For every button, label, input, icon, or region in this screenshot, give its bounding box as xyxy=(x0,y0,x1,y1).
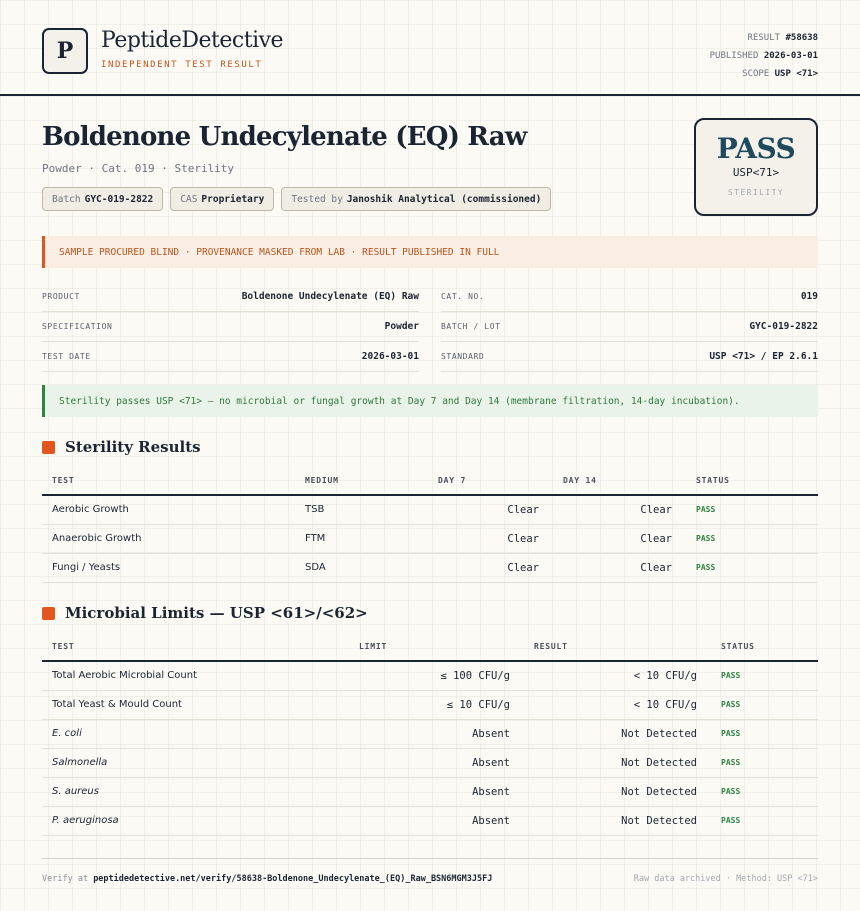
microbial-section-title: Microbial Limits — USP <61>/<62> xyxy=(42,604,368,622)
result-id: #58638 xyxy=(785,33,818,43)
stamp-standard: USP<71> xyxy=(732,166,780,179)
table-cell: E. coli xyxy=(42,719,349,748)
status-badge: PASS xyxy=(711,661,818,690)
table-cell: Fungi / Yeasts xyxy=(42,553,295,582)
status-badge: PASS xyxy=(711,719,818,748)
table-row xyxy=(42,553,818,582)
status-badge: PASS xyxy=(686,524,818,553)
table-cell: Not Detected xyxy=(524,806,711,835)
info-grid-right xyxy=(441,282,818,372)
table-cell: Absent xyxy=(349,806,524,835)
published-date: 2026-03-01 xyxy=(763,51,818,61)
table-cell: Absent xyxy=(349,719,524,748)
published-line: PUBLISHED 2026-03-01 xyxy=(709,51,818,61)
brand-name: PeptideDetective xyxy=(101,28,284,53)
table-cell: Aerobic Growth xyxy=(42,495,295,524)
product-title: Boldenone Undecylenate (EQ) Raw xyxy=(42,122,527,152)
table-row xyxy=(42,719,818,748)
column-header: STATUS xyxy=(711,633,818,661)
column-header: LIMIT xyxy=(349,633,524,661)
column-header: DAY 14 xyxy=(553,467,686,495)
table-cell: S. aureus xyxy=(42,777,349,806)
table-cell: Clear xyxy=(428,524,553,553)
table-header-row xyxy=(42,467,818,495)
scope-line: SCOPE USP <71> xyxy=(742,69,818,79)
footer-method: Raw data archived · Method: USP <71> xyxy=(633,874,818,884)
logo-mark: P xyxy=(42,28,88,74)
tested-by-chip: Tested by Janoshik Analytical (commissioned) xyxy=(281,187,551,211)
table-cell: P. aeruginosa xyxy=(42,806,349,835)
provenance-notice: SAMPLE PROCURED BLIND · PROVENANCE MASKED FROM LAB · RESULT PUBLISHED IN FULL xyxy=(42,236,818,268)
info-row: BATCH / LOT GYC-019-2822 xyxy=(441,312,818,342)
info-row: CAT. NO. 019 xyxy=(441,282,818,312)
table-cell: Anaerobic Growth xyxy=(42,524,295,553)
product-subtitle: Powder · Cat. 019 · Sterility xyxy=(42,162,235,175)
status-badge: PASS xyxy=(686,553,818,582)
info-grid-left xyxy=(42,282,419,372)
info-row: PRODUCT Boldenone Undecylenate (EQ) Raw xyxy=(42,282,419,312)
scope-value: USP <71> xyxy=(774,69,818,79)
cas-chip: CAS Proprietary xyxy=(170,187,274,211)
chip-row xyxy=(42,187,551,211)
table-cell: TSB xyxy=(295,495,428,524)
table-row xyxy=(42,524,818,553)
table-row xyxy=(42,690,818,719)
column-header: TEST xyxy=(42,467,295,495)
table-row xyxy=(42,748,818,777)
status-badge: PASS xyxy=(711,690,818,719)
tagline: INDEPENDENT TEST RESULT xyxy=(101,60,263,70)
section-marker-icon xyxy=(42,607,55,620)
status-badge: PASS xyxy=(711,777,818,806)
status-badge: PASS xyxy=(711,748,818,777)
table-cell: Clear xyxy=(553,524,686,553)
table-cell: SDA xyxy=(295,553,428,582)
footer-divider xyxy=(42,858,818,859)
table-cell: Salmonella xyxy=(42,748,349,777)
table-row xyxy=(42,495,818,524)
table-cell: Not Detected xyxy=(524,719,711,748)
table-cell: Total Yeast & Mould Count xyxy=(42,690,349,719)
result-id-line: RESULT #58638 xyxy=(747,33,818,43)
stamp-verdict: PASS xyxy=(716,132,796,165)
column-header: RESULT xyxy=(524,633,711,661)
info-row: SPECIFICATION Powder xyxy=(42,312,419,342)
section-marker-icon xyxy=(42,441,55,454)
report-header xyxy=(0,0,860,96)
table-cell: FTM xyxy=(295,524,428,553)
batch-chip: Batch GYC-019-2822 xyxy=(42,187,163,211)
info-row: TEST DATE 2026-03-01 xyxy=(42,342,419,372)
stamp-scope: STERILITY xyxy=(728,188,784,197)
table-cell: Clear xyxy=(428,495,553,524)
table-row xyxy=(42,661,818,690)
table-cell: Absent xyxy=(349,777,524,806)
status-badge: PASS xyxy=(686,495,818,524)
column-header: MEDIUM xyxy=(295,467,428,495)
table-cell: Clear xyxy=(553,495,686,524)
pass-stamp xyxy=(694,118,818,216)
table-row xyxy=(42,777,818,806)
table-cell: Clear xyxy=(553,553,686,582)
status-badge: PASS xyxy=(711,806,818,835)
table-row xyxy=(42,806,818,835)
table-cell: ≤ 10 CFU/g xyxy=(349,690,524,719)
table-cell: ≤ 100 CFU/g xyxy=(349,661,524,690)
sterility-table xyxy=(42,467,818,583)
verify-link[interactable]: peptidedetective.net/verify/58638-Boldenone_Undecylenate_(EQ)_Raw_BSN6MGM3J5FJ xyxy=(93,874,493,884)
conclusion-banner: Sterility passes USP <71> — no microbial or fungal growth at Day 7 and Day 14 (membrane filtration, 14-day incubation). xyxy=(42,385,818,417)
result-meta xyxy=(710,29,818,83)
table-header-row xyxy=(42,633,818,661)
table-cell: Absent xyxy=(349,748,524,777)
table-cell: < 10 CFU/g xyxy=(524,661,711,690)
table-cell: Clear xyxy=(428,553,553,582)
microbial-table xyxy=(42,633,818,836)
table-cell: Not Detected xyxy=(524,777,711,806)
verify-line: Verify at peptidedetective.net/verify/58638-Boldenone_Undecylenate_(EQ)_Raw_BSN6MGM3J5FJ xyxy=(42,874,493,884)
table-cell: Total Aerobic Microbial Count xyxy=(42,661,349,690)
column-header: TEST xyxy=(42,633,349,661)
column-header: STATUS xyxy=(686,467,818,495)
table-cell: Not Detected xyxy=(524,748,711,777)
column-header: DAY 7 xyxy=(428,467,553,495)
table-cell: < 10 CFU/g xyxy=(524,690,711,719)
info-row: STANDARD USP <71> / EP 2.6.1 xyxy=(441,342,818,372)
sterility-section-title: Sterility Results xyxy=(42,438,201,456)
